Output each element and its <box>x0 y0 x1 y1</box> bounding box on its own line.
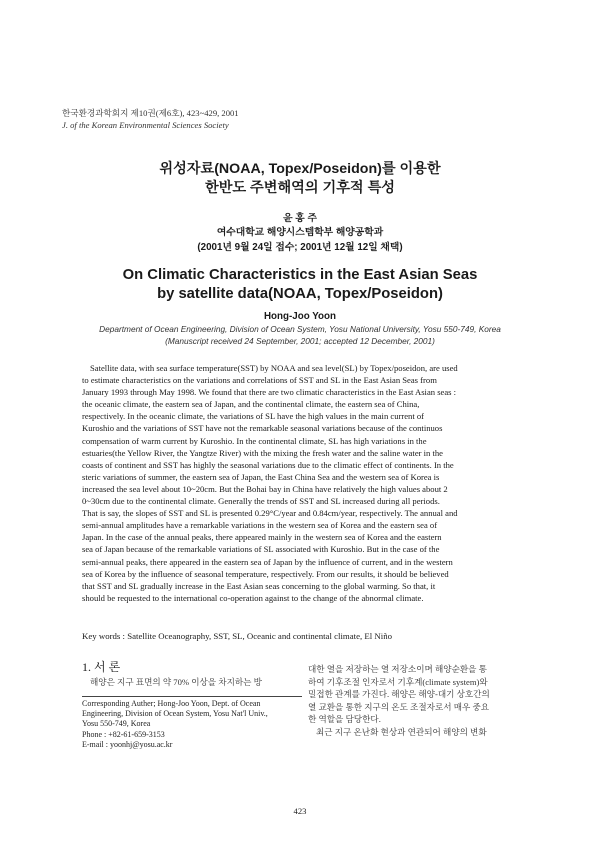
left-column <box>82 660 292 750</box>
journal-korean-citation: 한국환경과학회지 제10권(제6호), 423~429, 2001 <box>62 108 239 118</box>
abstract-line: steric variations of summer, the eastern sea of Japan, the East China Sea and the western sea of Korea is <box>82 471 440 482</box>
correspondence-line: Yosu 550-749, Korea <box>82 719 151 729</box>
abstract-line: sea of Korea by the influence of seasonal temperature, respectively. From our results, it should be believed <box>82 568 449 579</box>
correspondence-email: E-mail : yoonhj@yosu.ac.kr <box>82 739 173 749</box>
abstract-line: January 1993 through May 1998. We found that there are two climatic characteristics in the East Asian seas : <box>82 387 457 398</box>
body-line: 최근 지구 온난화 현상과 연관되어 해양의 변화 <box>316 726 487 737</box>
abstract-line: to estimate characteristics on the variations and correlations of SST and SL in the East Asian Seas from <box>82 375 437 386</box>
korean-title <box>0 160 600 198</box>
english-title <box>0 266 600 304</box>
abstract-line: should be requested to the international co-operation against to the change of the abnormal climate. <box>82 592 424 603</box>
body-line: 열 교환을 통한 지구의 온도 조절자로서 매우 중요 <box>308 701 490 712</box>
right-column <box>308 663 520 739</box>
abstract-line: that SST and SL gradually increase in the East Asian seas concerning to the global warming. So that, it <box>82 580 436 591</box>
section-heading-introduction: 1. 서 론 <box>82 660 121 674</box>
korean-author: 윤 홍 주 <box>283 213 317 224</box>
abstract-line: Satellite data, with sea surface temperature(SST) by NOAA and sea level(SL) by Topex/poseidon, are used <box>90 363 458 373</box>
english-title-line-1: On Climatic Characteristics in the East Asian Seas <box>122 267 478 283</box>
korean-dates: (2001년 9월 24일 접수; 2001년 12월 12일 채택) <box>197 242 403 253</box>
journal-english-name: J. of the Korean Environmental Sciences Society <box>62 120 229 130</box>
korean-title-line-1: 위성자료(NOAA, Topex/Poseidon)를 이용한 <box>159 161 441 177</box>
correspondence-line: Engineering, Division of Ocean System, Yosu Nat'l Univ., <box>82 709 268 719</box>
korean-title-line-2: 한반도 주변해역의 기후적 특성 <box>205 180 395 196</box>
abstract-line: the oceanic climate, the eastern sea of Japan, and the continental climate, the eastern sea of China, <box>82 399 420 410</box>
introduction-first-line: 해양은 지구 표면의 약 70% 이상을 차지하는 방 <box>90 677 262 687</box>
body-line: 밀접한 관계를 가진다. 해양은 해양-대기 상호간의 <box>308 689 490 700</box>
abstract-line: increased the sea level about 10~20cm. But the Bohai bay in China have relatively the high values about 2 <box>82 483 448 494</box>
body-line: 하여 기후조절 인자로서 기후계(climate system)와 <box>308 676 488 687</box>
body-line: 대한 열을 저장하는 열 저장소이며 해양순환을 통 <box>308 664 487 674</box>
abstract-line: semi-annual peaks, there appeared in the eastern sea of Japan by the influence of current, and in the western <box>82 556 453 567</box>
correspondence-footnote <box>82 699 292 750</box>
abstract-line: That is say, the slopes of SST and SL is presented 0.29°C/year and 0.84cm/year, respectively. The annual and <box>82 508 458 519</box>
english-author: Hong-Joo Yoon <box>263 311 336 322</box>
keywords: Key words : Satellite Oceanography, SST, SL, Oceanic and continental climate, El Niño <box>82 631 393 641</box>
body-line: 한 역할을 담당한다. <box>308 714 381 725</box>
english-affiliation: Department of Ocean Engineering, Division of Ocean System, Yosu National University, Yosu 550-749, Korea <box>99 324 501 334</box>
abstract-line: semi-annual amplitudes have a remarkable variations in the western sea of Korea and the eastern sea of <box>82 520 438 531</box>
abstract-line: Kuroshio and the variations of SST have not the remarkable seasonal variations because of the continuos <box>82 423 443 434</box>
abstract-line: estuaries(the Yellow River, the Yangtze River) with the mixing the fresh water and the saline water in the <box>82 447 443 458</box>
english-title-line-2: by satellite data(NOAA, Topex/Poseidon) <box>157 286 443 302</box>
abstract-line: respectively. In the oceanic climate, the variations of SL have the high values in the main current of <box>82 411 425 422</box>
footnote-divider <box>82 696 302 697</box>
abstract-line: 0~30cm due to the continental climate. Generally the trends of SST and SL increased during all periods. <box>82 496 440 507</box>
abstract-line: coasts of continent and SST has highly the seasonal variations due to the climatic effect of continents. In the <box>82 459 454 470</box>
abstract-line: Japan. In the case of the annual peaks, there appeared mainly in the western sea of Korea and the eastern <box>82 532 442 543</box>
abstract <box>82 362 518 604</box>
abstract-line: sea of Japan because of the remarkable variations of SL associated with Kuroshio. But in the case of the <box>82 544 440 555</box>
correspondence-line: Corresponding Auther; Hong-Joo Yoon, Dept. of Ocean <box>82 699 261 708</box>
journal-header <box>62 107 239 131</box>
english-dates: (Manuscript received 24 September, 2001; accepted 12 December, 2001) <box>165 336 435 346</box>
abstract-line: compensation of warm current by Kuroshio. In the continental climate, SL has high variations in the <box>82 435 427 446</box>
korean-affiliation: 여수대학교 해양시스템학부 해양공학과 <box>216 227 384 238</box>
page-number: 423 <box>293 806 307 816</box>
correspondence-line: Phone : +82-61-659-3153 <box>82 729 165 739</box>
